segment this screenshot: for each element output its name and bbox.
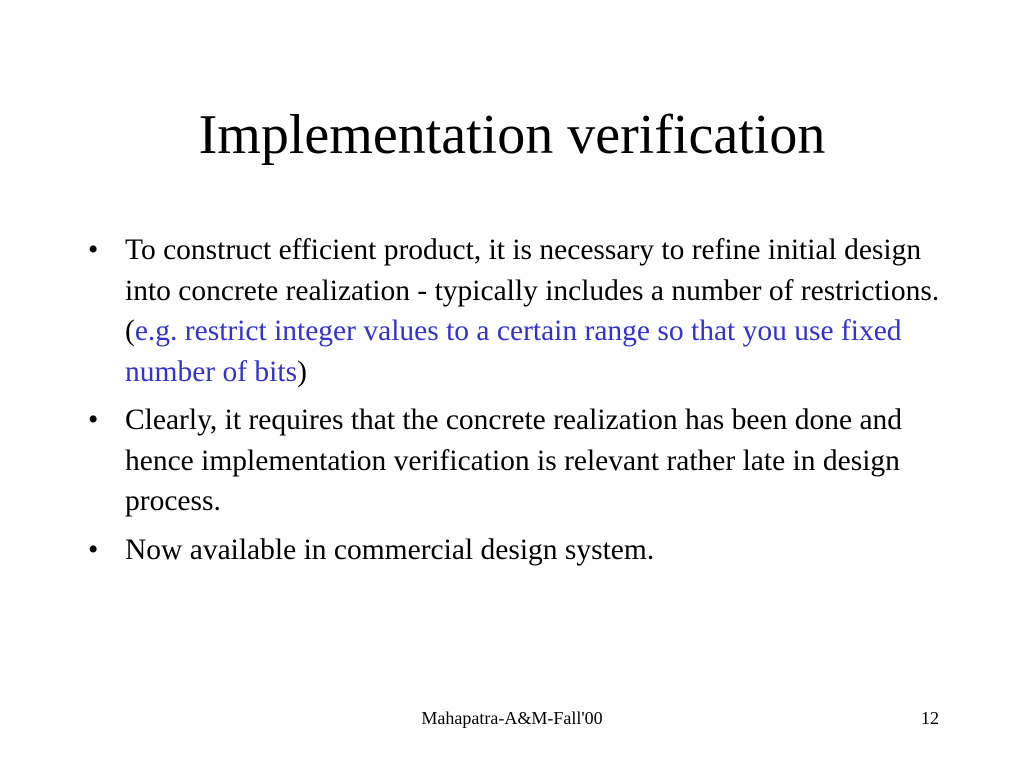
bullet-item-1 bbox=[80, 230, 960, 392]
slide-footer: Mahapatra-A&M-Fall'00 bbox=[421, 708, 603, 728]
slide-title: Implementation verification bbox=[198, 104, 826, 166]
bullet-marker: • bbox=[88, 234, 99, 266]
bullet-highlight-text: e.g. restrict integer values to a certain range so that you use fixed number of bits bbox=[125, 315, 902, 388]
bullet-marker: • bbox=[88, 404, 99, 436]
bullet-text: Clearly, it requires that the concrete realization has been done and hence implementation verification is relevant rather late in design process. bbox=[125, 404, 903, 517]
bullet-text: To construct efficient product, it is necessary to refine initial design into concrete realization - typically includes a number of restrictions. ( bbox=[125, 234, 940, 347]
bullet-text: Now available in commercial design system. bbox=[125, 533, 655, 566]
page-number: 12 bbox=[921, 708, 939, 728]
bullet-marker: • bbox=[88, 533, 99, 566]
bullet-item-2 bbox=[80, 400, 960, 522]
bullet-item-3 bbox=[80, 530, 960, 571]
bullet-text-end: ) bbox=[297, 355, 307, 388]
bullet-list bbox=[80, 230, 960, 578]
